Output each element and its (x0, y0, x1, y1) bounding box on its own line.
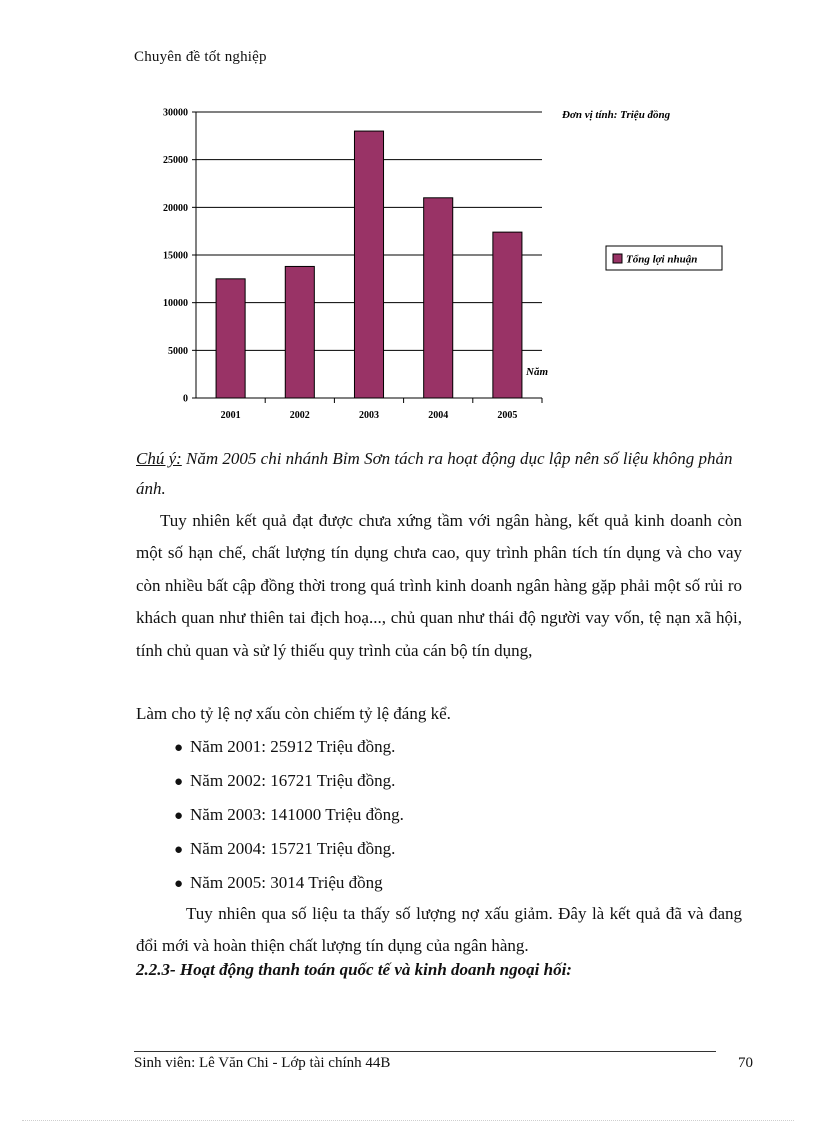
list-item: ● Năm 2005: 3014 Triệu đồng (174, 866, 404, 900)
page-bottom-border (22, 1120, 794, 1121)
section-heading: 2.2.3- Hoạt động thanh toán quốc tế và kinh doanh ngoại hối: (136, 960, 572, 979)
unit-label: Đơn vị tính: Triệu đồng (562, 109, 671, 121)
bullet-icon: ● (174, 876, 184, 892)
x-tick-label: 2002 (289, 410, 310, 421)
list-item: ● Năm 2001: 25912 Triệu đồng. (174, 730, 404, 764)
y-tick-label: 10000 (163, 298, 188, 310)
paragraph-1: Tuy nhiên kết quả đạt được chưa xứng tầm với ngân hàng, kết quả kinh doanh còn một số hạn chế, chất lượng tín dụng chưa cao, quy trình phân tích tín dụng và cho vay còn nhiều bất cập đồng thời trong quá trình kinh doanh ngân hàng gặp phải một số rủi ro khách quan như thiên tai địch hoạ..., chủ quan như thái độ người vay vốn, tệ nạn xã hội, tính chủ quan và sử lý thiếu quy trình của cán bộ tín dụng, (136, 511, 742, 660)
y-tick-label: 0 (183, 393, 188, 405)
y-tick-label: 5000 (168, 345, 188, 357)
list-item: ● Năm 2004: 15721 Triệu đồng. (174, 832, 404, 866)
page-number: 70 (738, 1055, 753, 1071)
bar (354, 131, 383, 398)
bar (216, 279, 245, 398)
x-tick-label: 2001 (220, 410, 241, 421)
bullet-icon: ● (174, 842, 184, 858)
chart-note (136, 444, 742, 504)
paragraph-2: Tuy nhiên qua số liệu ta thấy số lượng nợ xấu giảm. Đây là kết quả đã và đang đổi mới và hoàn thiện chất lượng tín dụng của ngân hàng. (136, 904, 742, 956)
y-tick-label: 20000 (163, 202, 188, 214)
legend-label: Tổng lợi nhuận (626, 253, 698, 266)
bullet-icon: ● (174, 774, 184, 790)
bullet-icon: ● (174, 740, 184, 756)
paragraph-plain: Làm cho tỷ lệ nợ xấu còn chiếm tỷ lệ đáng kể. (136, 704, 451, 723)
x-axis-label: Năm (526, 366, 548, 378)
profit-bar-chart (130, 100, 730, 430)
page-footer: Sinh viên: Lê Văn Chi - Lớp tài chính 44B (134, 1055, 391, 1071)
bad-debt-list (174, 730, 404, 900)
bar (493, 232, 522, 398)
footer-divider (134, 1051, 716, 1052)
y-tick-label: 25000 (163, 155, 188, 167)
y-tick-label: 15000 (163, 250, 188, 262)
page-header: Chuyên đề tốt nghiệp (134, 49, 267, 65)
legend-swatch (613, 254, 622, 263)
note-text: Năm 2005 chi nhánh Bỉm Sơn tách ra hoạt động dục lập nên số liệu không phản ánh. (136, 449, 733, 498)
x-tick-label: 2005 (497, 410, 518, 421)
bar (424, 198, 453, 398)
list-item: ● Năm 2002: 16721 Triệu đồng. (174, 764, 404, 798)
y-tick-label: 30000 (163, 107, 188, 119)
bullet-icon: ● (174, 808, 184, 824)
bar (285, 266, 314, 398)
x-tick-label: 2003 (359, 410, 379, 421)
x-tick-label: 2004 (428, 410, 449, 421)
note-label: Chú ý: (136, 449, 182, 468)
list-item: ● Năm 2003: 141000 Triệu đồng. (174, 798, 404, 832)
